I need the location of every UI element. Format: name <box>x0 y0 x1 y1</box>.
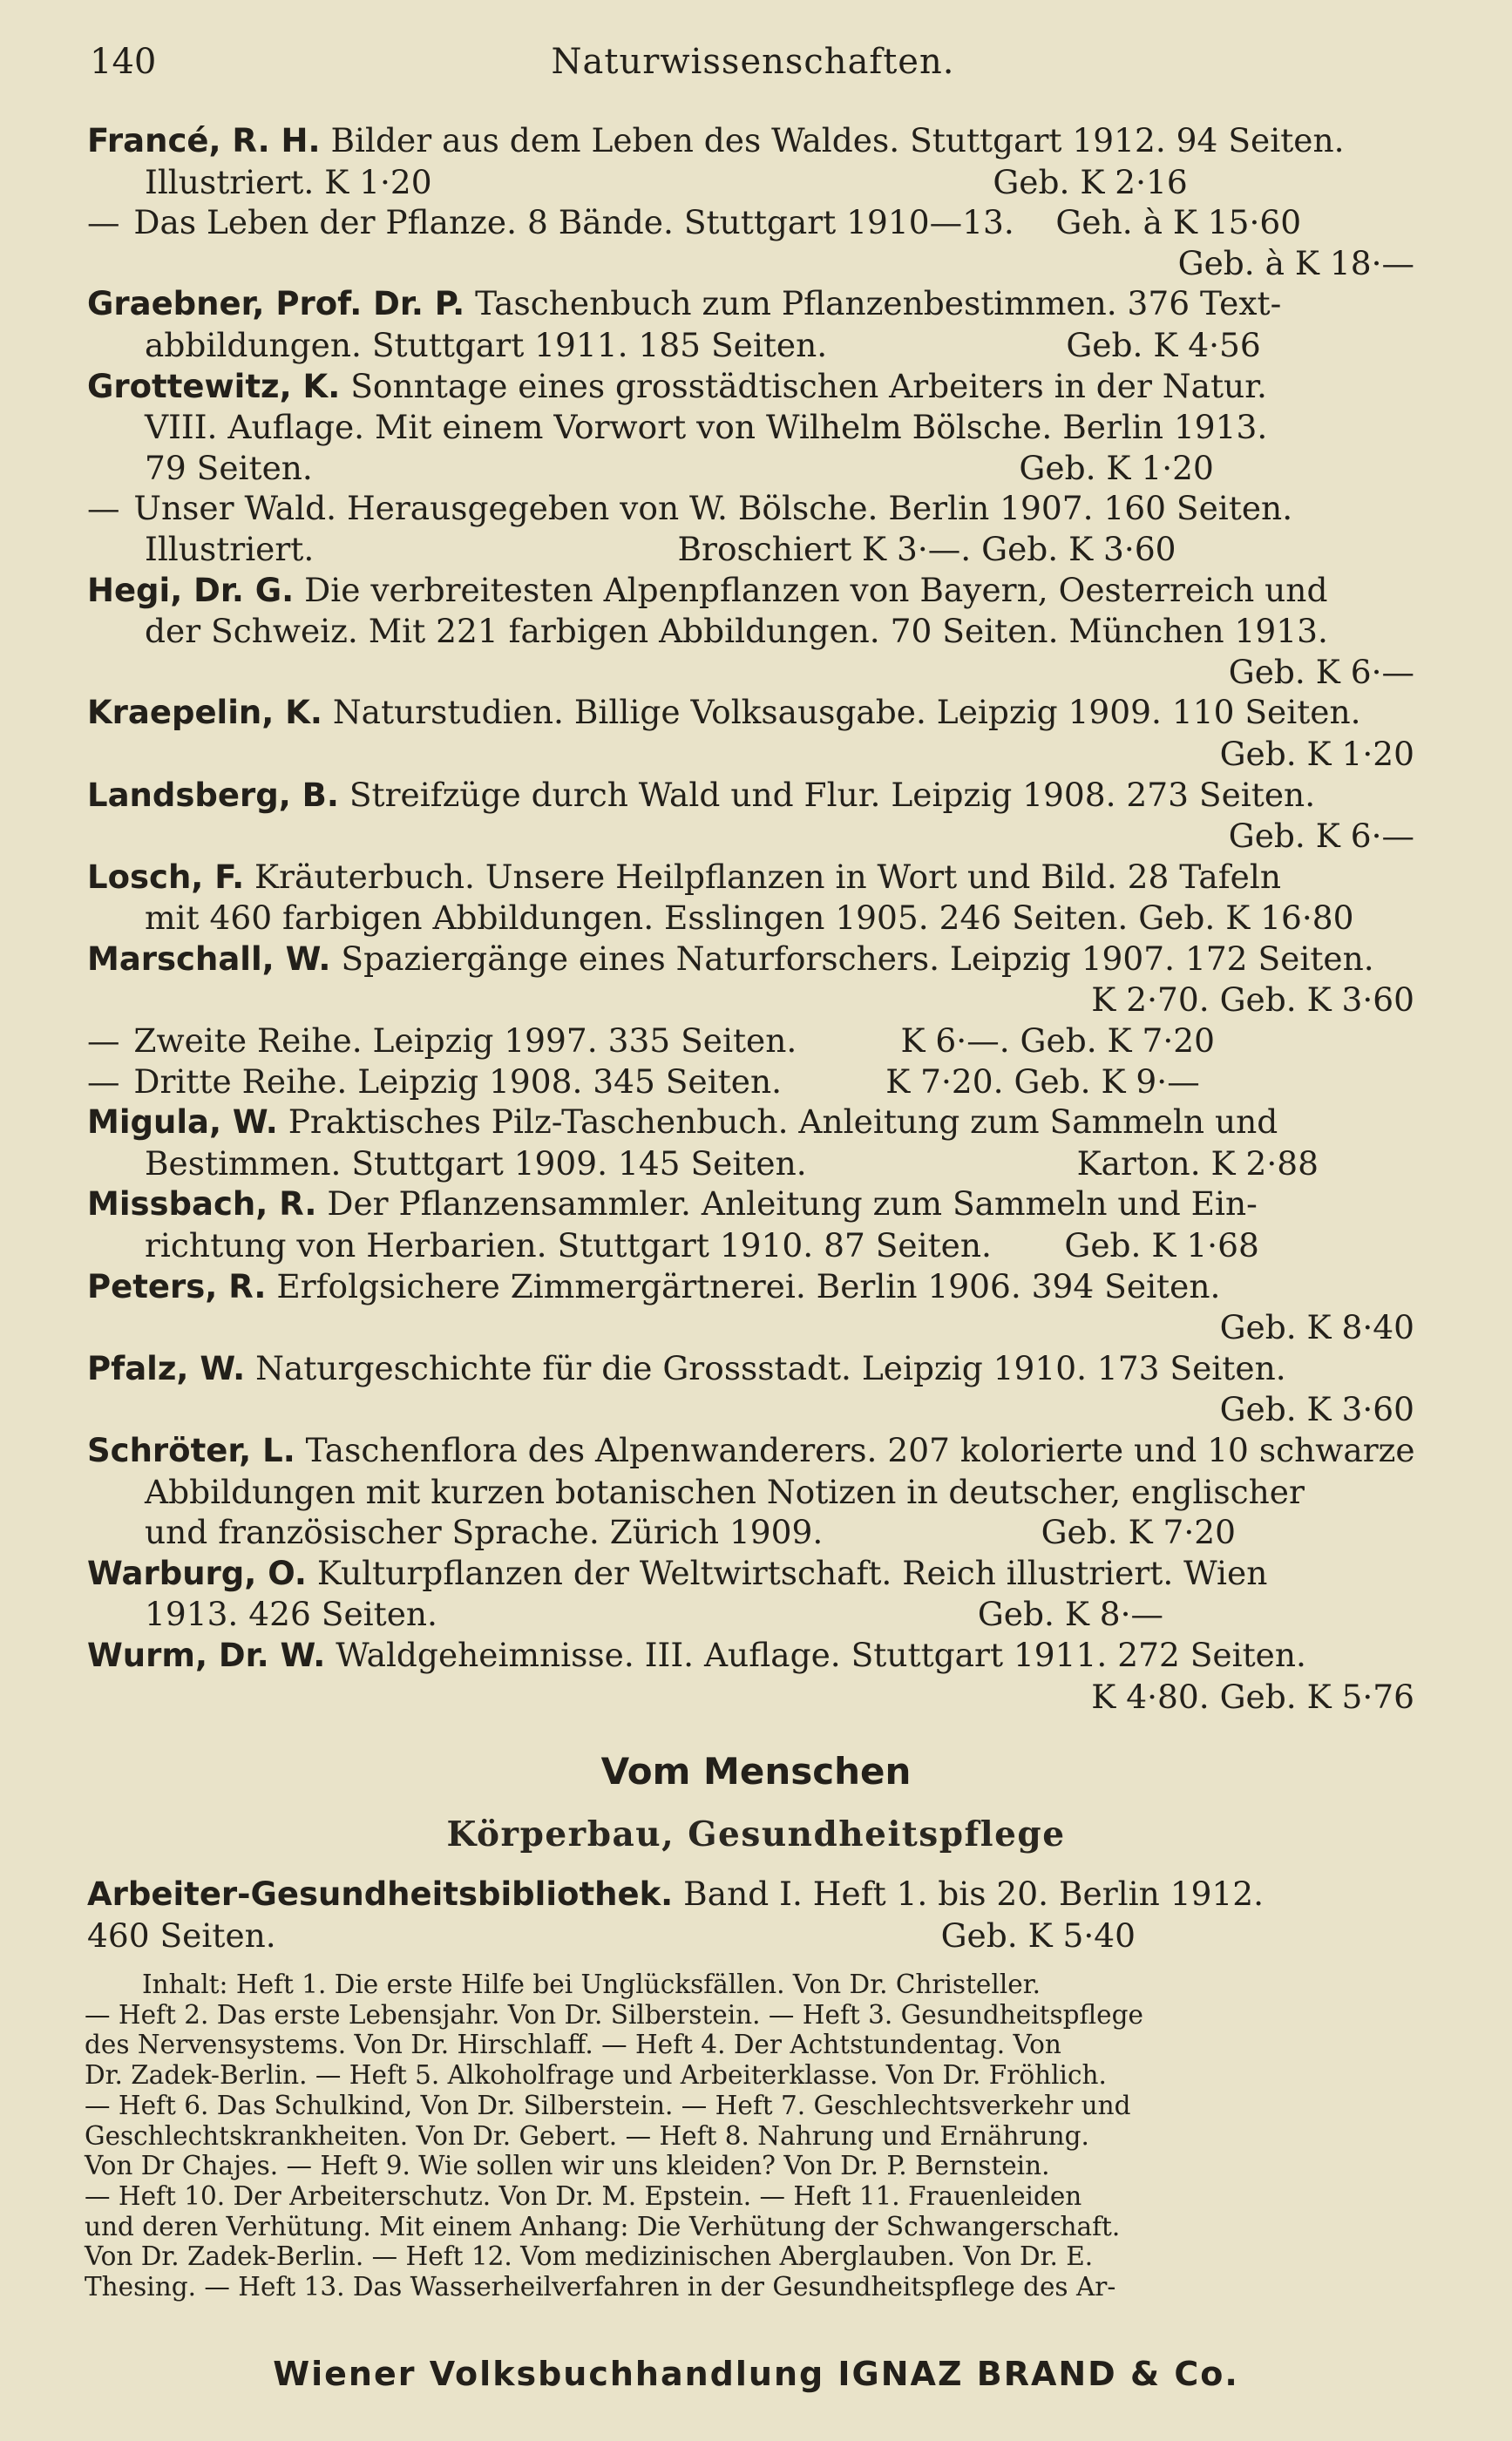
entry-line <box>87 283 1414 325</box>
entry-line <box>87 325 1414 366</box>
bibliography-entry <box>87 1635 1414 1717</box>
entry-line <box>87 1020 1414 1061</box>
entry-text: 79 Seiten. Geb. K 1·20 <box>145 448 1214 487</box>
contents-line: des Nervensystems. Von Dr. Hirschlaff. — Heft 4. Der Achtstundentag. Von <box>85 2030 1061 2060</box>
entry-line <box>87 1594 1414 1635</box>
entry-text: Praktisches Pilz-Taschenbuch. Anleitung zum Sammeln und <box>288 1102 1278 1142</box>
ditto-dash: — <box>87 203 131 242</box>
entry-line <box>87 1512 1414 1553</box>
contents-line: Geschlechtskrankheiten. Von Dr. Gebert. — Heft 8. Nahrung und Ernährung. <box>85 2120 1089 2151</box>
entry-text: Dritte Reihe. Leipzig 1908. 345 Seiten. K 7·20. Geb. K 9·— <box>133 1061 1200 1101</box>
page-header <box>90 42 1416 94</box>
entry-author: Landsberg, B. <box>87 776 339 814</box>
section-subtitle: Körperbau, Gesundheitspflege <box>446 1814 1066 1854</box>
bibliography-entry <box>87 1020 1414 1061</box>
bibliography-entry <box>87 570 1414 693</box>
entry-text: 1913. 426 Seiten. Geb. K 8·— <box>145 1595 1164 1634</box>
contents-line: Von Dr. Zadek-Berlin. — Heft 12. Vom medizinischen Aberglauben. Von Dr. E. <box>85 2241 1094 2272</box>
page-number: 140 <box>90 42 157 82</box>
entry-price: K 4·80. Geb. K 5·76 <box>1091 1677 1414 1716</box>
bibliography-entry <box>87 692 1414 774</box>
bibliography-entry <box>87 1266 1414 1348</box>
entry-line <box>87 1266 1414 1308</box>
entry-text: Kulturpflanzen der Weltwirtschaft. Reich illustriert. Wien <box>316 1553 1268 1592</box>
entry-text: und französischer Sprache. Zürich 1909. Geb. K 7·20 <box>145 1513 1237 1552</box>
entry-author: Missbach, R. <box>87 1185 317 1224</box>
entry-line <box>87 570 1414 612</box>
entry-line <box>87 366 1414 408</box>
entry-text: Taschenflora des Alpenwanderers. 207 kolorierte und 10 schwarze <box>305 1431 1415 1469</box>
entry-text: VIII. Auflage. Mit einem Vorwort von Wilhelm Bölsche. Berlin 1913. <box>145 408 1268 447</box>
entry-text: Illustriert. K 1·20 Geb. K 2·16 <box>145 162 1188 201</box>
entry-text: Das Leben der Pflanze. 8 Bände. Stuttgart 1910—13. Geh. à K 15·60 <box>133 203 1302 242</box>
bibliography-entry <box>87 120 1414 202</box>
entry-line <box>87 898 1414 939</box>
entry-line <box>87 857 1414 898</box>
bibliography-entry <box>87 857 1414 939</box>
entry-line <box>87 529 1414 570</box>
contents-line: — Heft 6. Das Schulkind, Von Dr. Silberstein. — Heft 7. Geschlechtsverkehr und <box>85 2090 1131 2120</box>
ditto-dash: — <box>87 489 131 528</box>
entry-text: mit 460 farbigen Abbildungen. Esslingen 1905. 246 Seiten. Geb. K 16·80 <box>145 898 1354 938</box>
entry-line <box>87 1472 1414 1513</box>
contents-line: Inhalt: Heft 1. Die erste Hilfe bei Unglücksfällen. Von Dr. Christeller. <box>142 1970 1041 1999</box>
entry-author: Graebner, Prof. Dr. P. <box>87 285 465 323</box>
entry-author: Arbeiter-Gesundheitsbibliothek. <box>87 1875 674 1913</box>
entry-price: Geb. K 3·60 <box>1219 1390 1414 1429</box>
bibliography-entry <box>87 202 1414 283</box>
entry-line <box>87 611 1414 652</box>
entry-author: Migula, W. <box>87 1103 278 1142</box>
entry-line <box>87 1874 1414 1916</box>
entry-text: der Schweiz. Mit 221 farbigen Abbildungen. 70 Seiten. München 1913. <box>145 612 1328 651</box>
contents-line: Dr. Zadek-Berlin. — Heft 5. Alkoholfrage und Arbeiterklasse. Von Dr. Fröhlich. <box>85 2060 1107 2091</box>
entry-author: Warburg, O. <box>87 1554 307 1592</box>
bibliography-entry <box>87 488 1414 569</box>
entry-text: Naturstudien. Billige Volksausgabe. Leipzig 1909. 110 Seiten. <box>332 693 1361 732</box>
entry-text: Streifzüge durch Wald und Flur. Leipzig 1908. 273 Seiten. <box>349 775 1316 814</box>
entry-price: Geb. K 6·— <box>1228 817 1414 856</box>
bibliography-entry <box>87 939 1414 1020</box>
entry-text: Unser Wald. Herausgegeben von W. Bölsche. Berlin 1907. 160 Seiten. <box>133 489 1293 528</box>
entry-line <box>87 939 1414 980</box>
entry-line <box>87 1061 1414 1102</box>
entry-text: Band I. Heft 1. bis 20. Berlin 1912. <box>683 1875 1265 1913</box>
entry-line <box>87 448 1414 489</box>
publisher-footer: Wiener Volksbuchhandlung IGNAZ BRAND & Co. <box>273 2355 1239 2393</box>
entry-author: Wurm, Dr. W. <box>87 1636 326 1674</box>
entry-text: Bestimmen. Stuttgart 1909. 145 Seiten. Karton. K 2·88 <box>145 1143 1319 1183</box>
entry-price: Geb. K 8·40 <box>1219 1308 1414 1347</box>
entry-line <box>87 120 1414 162</box>
bibliography-entry <box>87 366 1414 489</box>
bibliography-entry-arbeiter <box>87 1874 1414 1956</box>
contents-note <box>85 1970 1414 2302</box>
entry-author: Hegi, Dr. G. <box>87 571 295 609</box>
bibliography-entry <box>87 775 1414 857</box>
entry-line <box>87 488 1414 529</box>
entry-text: Die verbreitesten Alpenpflanzen von Bayern, Oesterreich und <box>304 570 1328 609</box>
entry-line <box>87 1348 1414 1390</box>
entry-line: 460 Seiten. Geb. K 5·40 <box>87 1916 1136 1955</box>
entry-line <box>87 1102 1414 1143</box>
entry-author: Marschall, W. <box>87 939 331 978</box>
entry-line <box>87 692 1414 734</box>
contents-line: — Heft 10. Der Arbeiterschutz. Von Dr. M. Epstein. — Heft 11. Frauenleiden <box>85 2180 1082 2211</box>
entry-text: Spaziergänge eines Naturforschers. Leipzig 1907. 172 Seiten. <box>341 939 1374 978</box>
ditto-dash: — <box>87 1061 131 1101</box>
entry-text: Erfolgsichere Zimmergärtnerei. Berlin 1906. 394 Seiten. <box>276 1266 1221 1305</box>
bibliography-entry <box>87 1430 1414 1553</box>
entry-text: Naturgeschichte für die Grossstadt. Leipzig 1910. 173 Seiten. <box>255 1348 1286 1387</box>
entry-price: Geb. K 6·— <box>1228 652 1414 691</box>
entry-text: Bilder aus dem Leben des Waldes. Stuttgart 1912. 94 Seiten. <box>330 121 1345 159</box>
entry-line <box>87 202 1414 243</box>
entry-text: Kräuterbuch. Unsere Heilpflanzen in Wort und Bild. 28 Tafeln <box>254 857 1281 896</box>
entry-author: Grottewitz, K. <box>87 367 341 405</box>
entry-text: Illustriert. Broschiert K 3·—. Geb. K 3·60 <box>145 529 1176 568</box>
bibliography-entry <box>87 1061 1414 1102</box>
entry-line <box>87 1430 1414 1472</box>
bibliography-entry <box>87 1553 1414 1635</box>
bibliography-entry <box>87 1348 1414 1430</box>
entry-text: Waldgeheimnisse. III. Auflage. Stuttgart 1911. 272 Seiten. <box>336 1635 1306 1674</box>
entry-text: Taschenbuch zum Pflanzenbestimmen. 376 Text- <box>475 284 1282 323</box>
contents-line: und deren Verhütung. Mit einem Anhang: Die Verhütung der Schwangerschaft. <box>85 2211 1121 2241</box>
entry-price: K 2·70. Geb. K 3·60 <box>1091 980 1414 1020</box>
entry-author: Schröter, L. <box>87 1432 295 1469</box>
entry-author: Pfalz, W. <box>87 1349 246 1387</box>
entry-line <box>87 162 1414 203</box>
entry-author: Peters, R. <box>87 1267 267 1305</box>
entry-author: Kraepelin, K. <box>87 694 322 732</box>
bibliography-entry <box>87 1102 1414 1183</box>
bibliography-entry <box>87 283 1414 365</box>
entry-line <box>87 1183 1414 1225</box>
entry-line <box>87 775 1414 817</box>
ditto-dash: — <box>87 1021 131 1061</box>
contents-line: — Heft 2. Das erste Lebensjahr. Von Dr. Silberstein. — Heft 3. Gesundheitspflege <box>85 1999 1143 2030</box>
entry-text: Sonntage eines grosstädtischen Arbeiters in der Natur. <box>350 366 1267 405</box>
entry-price: Geb. à K 18·— <box>1177 243 1414 282</box>
contents-line: Thesing. — Heft 13. Das Wasserheilverfahren in der Gesundheitspflege des Ar- <box>85 2272 1116 2302</box>
bibliography-list <box>87 120 1414 1717</box>
entry-line <box>87 1635 1414 1677</box>
entry-text: richtung von Herbarien. Stuttgart 1910. 87 Seiten. Geb. K 1·68 <box>145 1226 1259 1265</box>
section-title: Vom Menschen <box>600 1750 912 1793</box>
bibliography-entry <box>87 1183 1414 1265</box>
entry-text: Zweite Reihe. Leipzig 1997. 335 Seiten. K 6·—. Geb. K 7·20 <box>133 1021 1215 1061</box>
entry-price: Geb. K 1·20 <box>1219 734 1414 773</box>
entry-text: Abbildungen mit kurzen botanischen Notizen in deutscher, englischer <box>145 1472 1305 1511</box>
entry-text: Der Pflanzensammler. Anleitung zum Sammeln und Ein- <box>327 1184 1258 1224</box>
entry-line <box>87 407 1414 448</box>
running-head: Naturwissenschaften. <box>551 42 955 82</box>
entry-text: abbildungen. Stuttgart 1911. 185 Seiten. Geb. K 4·56 <box>145 325 1261 364</box>
entry-line <box>87 1553 1414 1595</box>
entry-line <box>87 1225 1414 1266</box>
entry-author: Francé, R. H. <box>87 122 321 159</box>
entry-line <box>87 1143 1414 1184</box>
contents-line: Von Dr Chajes. — Heft 9. Wie sollen wir uns kleiden? Von Dr. P. Bernstein. <box>85 2151 1050 2181</box>
entry-author: Losch, F. <box>87 858 245 896</box>
